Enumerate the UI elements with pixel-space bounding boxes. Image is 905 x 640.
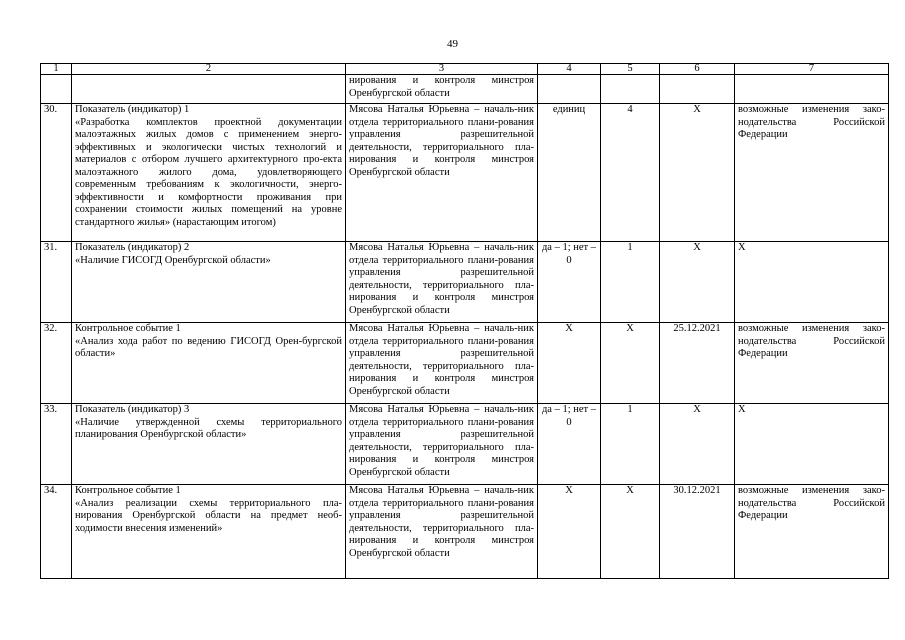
date-cell: 30.12.2021 <box>660 485 735 579</box>
date-cell: X <box>660 242 735 323</box>
date-cell: 25.12.2021 <box>660 323 735 404</box>
note-cell: X <box>735 404 889 485</box>
value-cell: X <box>601 485 660 579</box>
table-row <box>41 485 889 579</box>
column-number: 1 <box>41 64 72 75</box>
row-number: 30. <box>41 104 72 242</box>
value-cell: 1 <box>601 404 660 485</box>
column-numbers-row <box>41 64 889 75</box>
indicator-description: «Разработка комплектов проектной документации малоэтажных жилых домов с применением энерго-эффективных и экологически чистых технологий и материалов с отбором лучшего архитектурного про-екта малоэтажного жилого дома, удовлетворяющего современным требованиям к экологичности, энерго-эффективности и комфортности проживания при сохранении стоимости жилых помещений на уровне стандартного жилья» (нарастающим итогом) <box>75 116 342 228</box>
column-number: 5 <box>601 64 660 75</box>
row-number: 33. <box>41 404 72 485</box>
value-cell: 4 <box>601 104 660 242</box>
indicator-cell <box>72 242 346 323</box>
column-number: 4 <box>538 64 601 75</box>
unit-cell: да – 1; нет – 0 <box>538 404 601 485</box>
responsible-cell: Мясова Наталья Юрьевна – началь-ник отдела территориального плани-рования управления разрешительной деятельности, территориального пла-нирования и контроля минстроя Оренбургской области <box>346 242 538 323</box>
indicator-title: Контрольное событие 1 <box>75 485 181 496</box>
column-number: 6 <box>660 64 735 75</box>
note-cell: X <box>735 242 889 323</box>
date-cell: X <box>660 104 735 242</box>
indicator-description: «Анализ хода работ по ведению ГИСОГД Орен-бургской области» <box>75 335 342 359</box>
indicator-description: «Анализ реализации схемы территориального пла-нирования Оренбургской области на предмет необ-ходимости внесения изменений» <box>75 497 342 534</box>
row-number: 32. <box>41 323 72 404</box>
indicator-title: Показатель (индикатор) 2 <box>75 242 190 253</box>
column-number: 2 <box>72 64 346 75</box>
responsible-cell: нирования и контроля минстроя Оренбургской области <box>346 75 538 104</box>
unit-cell: да – 1; нет – 0 <box>538 242 601 323</box>
column-number: 3 <box>346 64 538 75</box>
responsible-cell: Мясова Наталья Юрьевна – началь-ник отдела территориального плани-рования управления разрешительной деятельности, территориального пла-нирования и контроля минстроя Оренбургской области <box>346 323 538 404</box>
table-row <box>41 242 889 323</box>
responsible-cell: Мясова Наталья Юрьевна – началь-ник отдела территориального плани-рования управления разрешительной деятельности, территориального пла-нирования и контроля минстроя Оренбургской области <box>346 104 538 242</box>
indicator-description: «Наличие утвержденной схемы территориального планирования Оренбургской области» <box>75 416 342 440</box>
responsible-cell: Мясова Наталья Юрьевна – началь-ник отдела территориального плани-рования управления разрешительной деятельности, территориального пла-нирования и контроля минстроя Оренбургской области <box>346 404 538 485</box>
unit-cell: X <box>538 485 601 579</box>
responsible-cell: Мясова Наталья Юрьевна – началь-ник отдела территориального плани-рования управления разрешительной деятельности, территориального пла-нирования и контроля минстроя Оренбургской области <box>346 485 538 579</box>
row-number: 31. <box>41 242 72 323</box>
row-number: 34. <box>41 485 72 579</box>
continuation-row <box>41 75 889 104</box>
indicator-cell <box>72 404 346 485</box>
indicator-description: «Наличие ГИСОГД Оренбургской области» <box>75 254 271 266</box>
value-cell: X <box>601 323 660 404</box>
table-row <box>41 323 889 404</box>
indicator-cell <box>72 485 346 579</box>
value-cell: 1 <box>601 242 660 323</box>
indicator-title: Показатель (индикатор) 3 <box>75 404 190 415</box>
note-cell: возможные изменения зако-нодательства Российской Федерации <box>735 323 889 404</box>
note-cell: возможные изменения зако-нодательства Российской Федерации <box>735 104 889 242</box>
indicator-title: Контрольное событие 1 <box>75 323 181 334</box>
table-row <box>41 404 889 485</box>
indicator-cell <box>72 323 346 404</box>
unit-cell: X <box>538 323 601 404</box>
column-number: 7 <box>735 64 889 75</box>
note-cell: возможные изменения зако-нодательства Российской Федерации <box>735 485 889 579</box>
date-cell: X <box>660 404 735 485</box>
table-row <box>41 104 889 242</box>
unit-cell: единиц <box>538 104 601 242</box>
indicator-title: Показатель (индикатор) 1 <box>75 104 190 115</box>
page-number: 49 <box>447 38 458 50</box>
indicators-table <box>40 63 889 579</box>
indicator-cell <box>72 104 346 242</box>
